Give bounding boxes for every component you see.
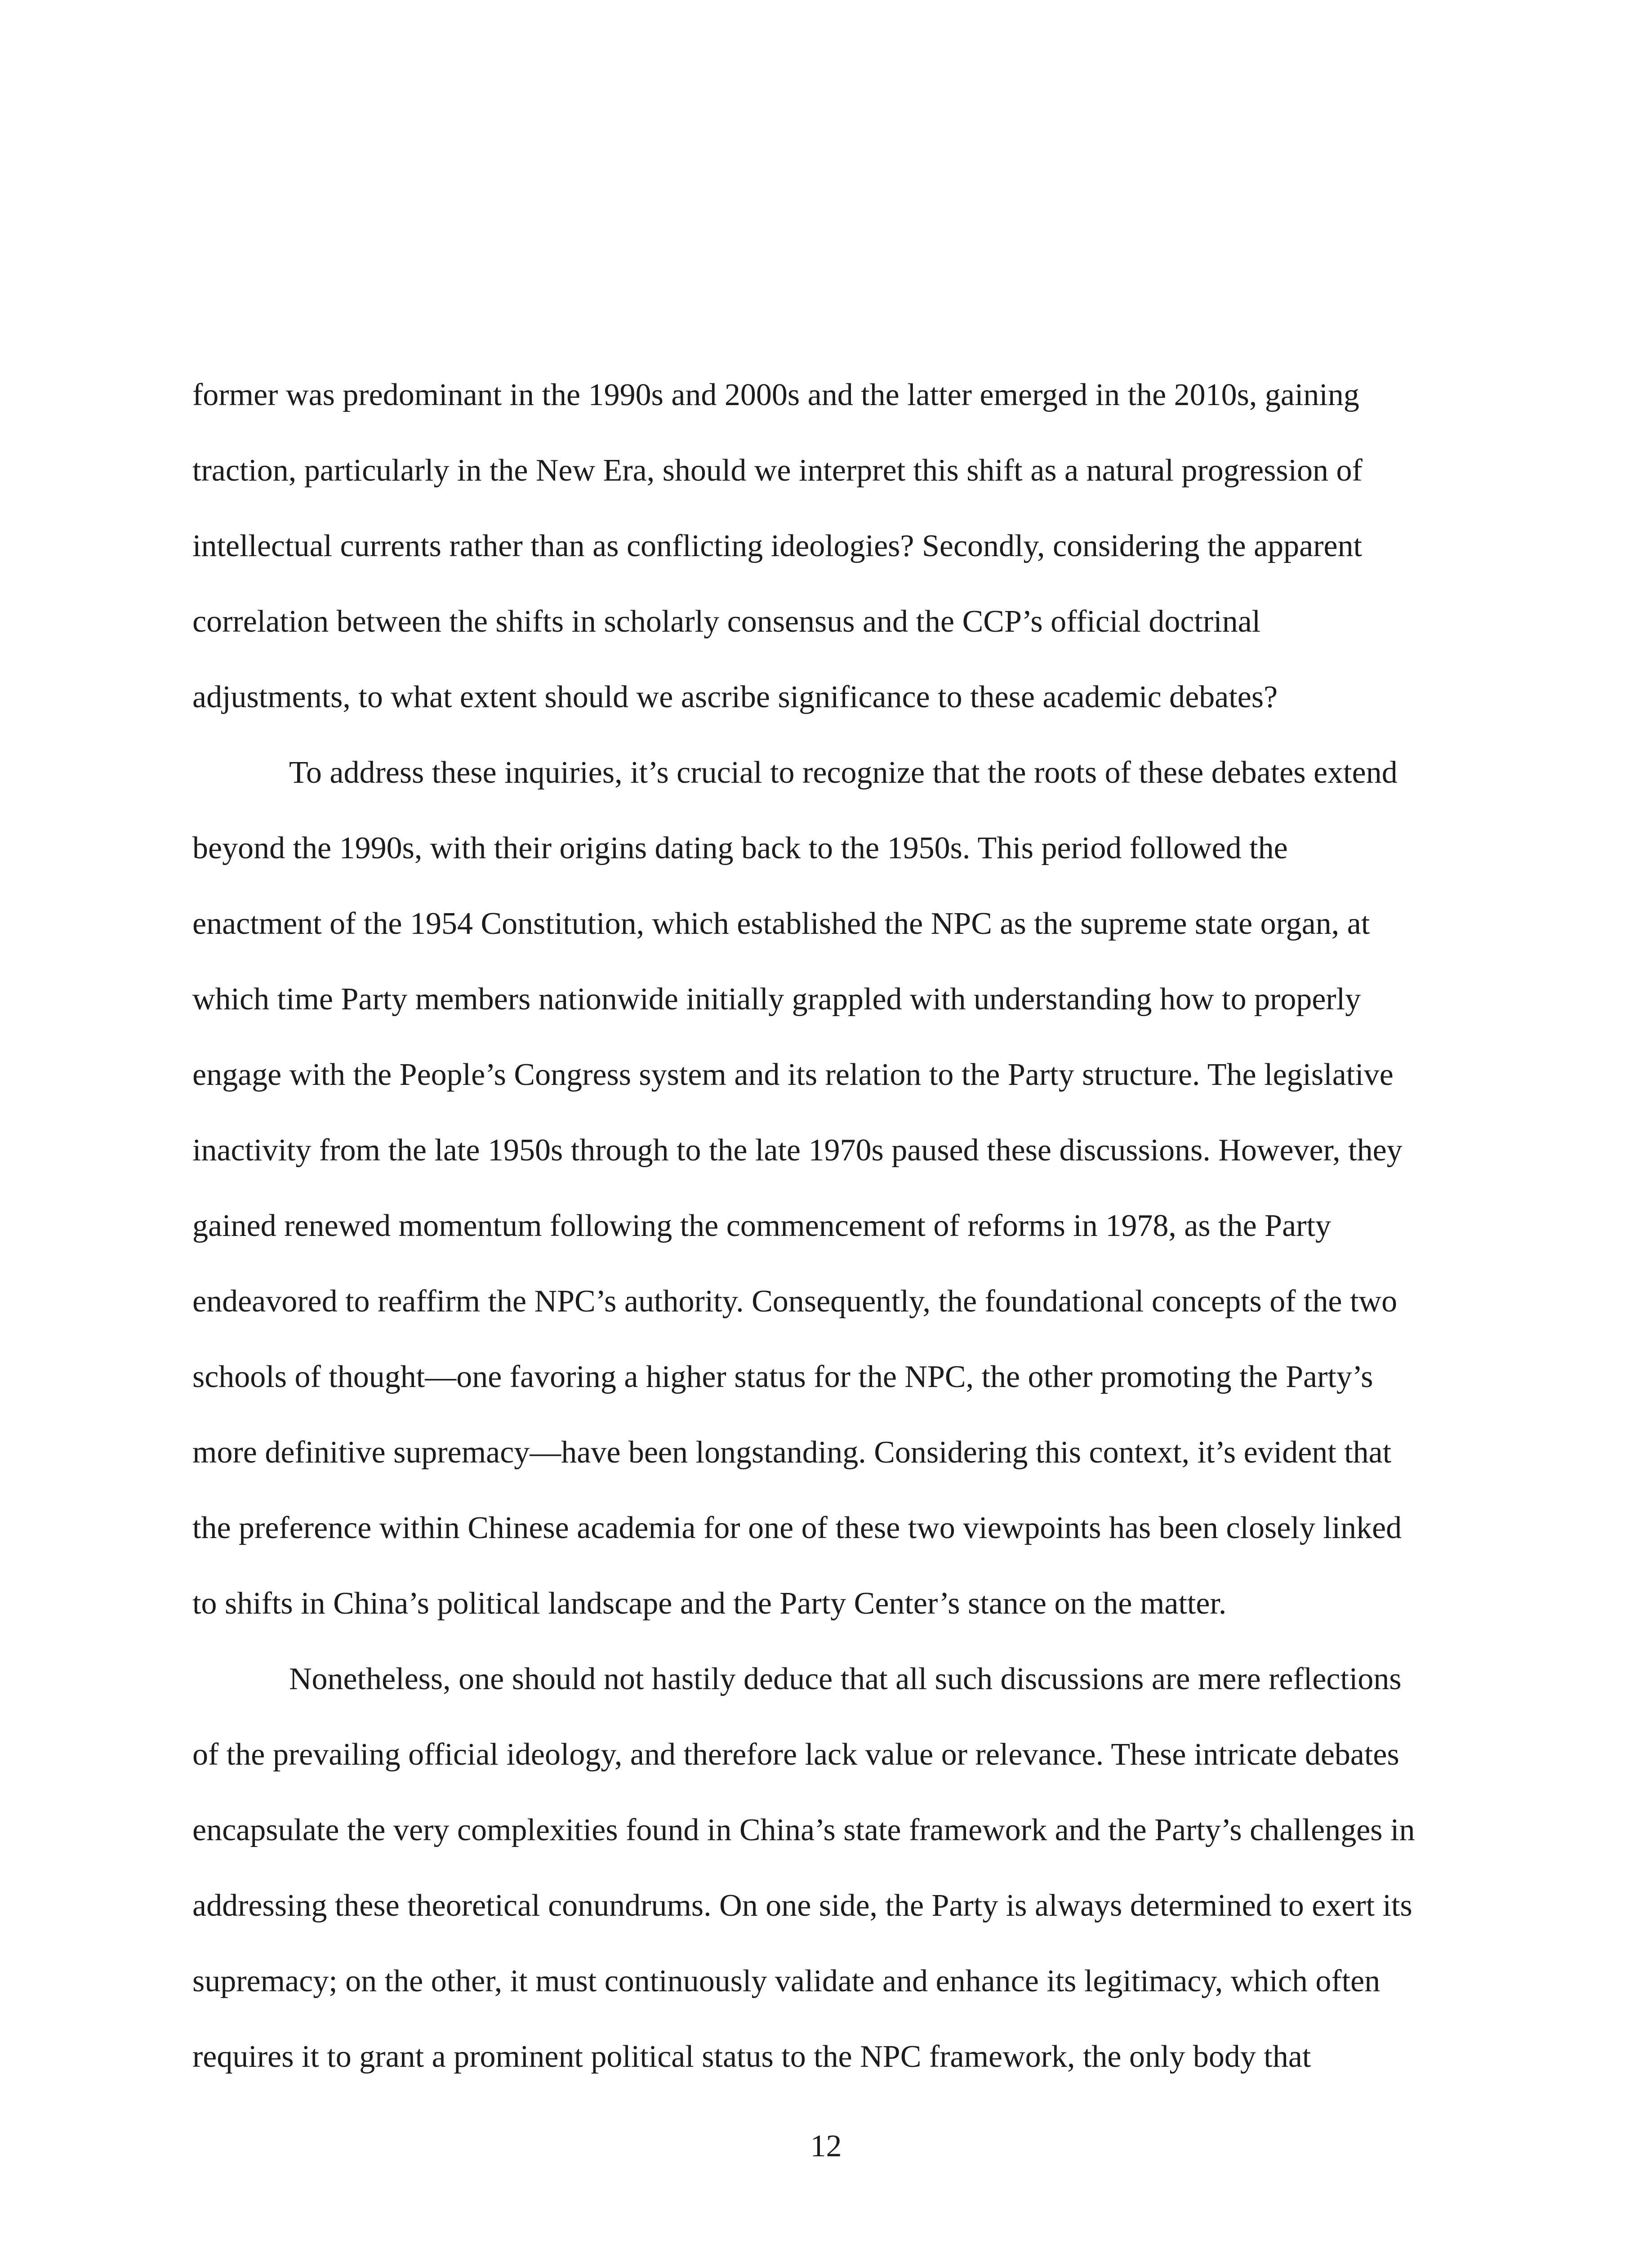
text-line: engage with the People’s Congress system and its relation to the Party structure. The legislative bbox=[192, 1057, 1394, 1092]
paragraph-first-line: Nonetheless, one should not hastily deduce that all such discussions are mere reflections bbox=[289, 1662, 1402, 1696]
text-line: intellectual currents rather than as conflicting ideologies? Secondly, considering the apparent bbox=[192, 529, 1363, 563]
text-line: to shifts in China’s political landscape and the Party Center’s stance on the matter. bbox=[192, 1586, 1227, 1621]
text-line: endeavored to reaffirm the NPC’s authority. Consequently, the foundational concepts of the two bbox=[192, 1284, 1398, 1319]
text-line: supremacy; on the other, it must continuously validate and enhance its legitimacy, which often bbox=[192, 1964, 1380, 1998]
text-line: schools of thought—one favoring a higher status for the NPC, the other promoting the Party’s bbox=[192, 1360, 1373, 1394]
text-line: correlation between the shifts in scholarly consensus and the CCP’s official doctrinal bbox=[192, 604, 1261, 639]
text-line: former was predominant in the 1990s and 2000s and the latter emerged in the 2010s, gaining bbox=[192, 378, 1359, 412]
text-line: the preference within Chinese academia for one of these two viewpoints has been closely linked bbox=[192, 1511, 1402, 1545]
text-line: adjustments, to what extent should we ascribe significance to these academic debates? bbox=[192, 680, 1278, 714]
text-line: beyond the 1990s, with their origins dating back to the 1950s. This period followed the bbox=[192, 831, 1288, 865]
page-number: 12 bbox=[810, 2129, 842, 2163]
text-line: which time Party members nationwide initially grappled with understanding how to properly bbox=[192, 982, 1361, 1017]
text-line: addressing these theoretical conundrums. On one side, the Party is always determined to exert its bbox=[192, 1888, 1412, 1923]
text-line: inactivity from the late 1950s through to the late 1970s paused these discussions. However, they bbox=[192, 1133, 1403, 1168]
text-line: gained renewed momentum following the commencement of reforms in 1978, as the Party bbox=[192, 1209, 1331, 1243]
text-line: more definitive supremacy—have been longstanding. Considering this context, it’s evident that bbox=[192, 1435, 1392, 1470]
text-line: requires it to grant a prominent political status to the NPC framework, the only body that bbox=[192, 2039, 1311, 2074]
paragraph-first-line: To address these inquiries, it’s crucial to recognize that the roots of these debates extend bbox=[289, 755, 1398, 790]
text-line: enactment of the 1954 Constitution, which established the NPC as the supreme state organ, at bbox=[192, 906, 1370, 941]
text-line: encapsulate the very complexities found in China’s state framework and the Party’s challenges in bbox=[192, 1813, 1415, 1847]
text-line: traction, particularly in the New Era, should we interpret this shift as a natural progression of bbox=[192, 453, 1363, 488]
text-line: of the prevailing official ideology, and therefore lack value or relevance. These intricate debates bbox=[192, 1737, 1399, 1772]
